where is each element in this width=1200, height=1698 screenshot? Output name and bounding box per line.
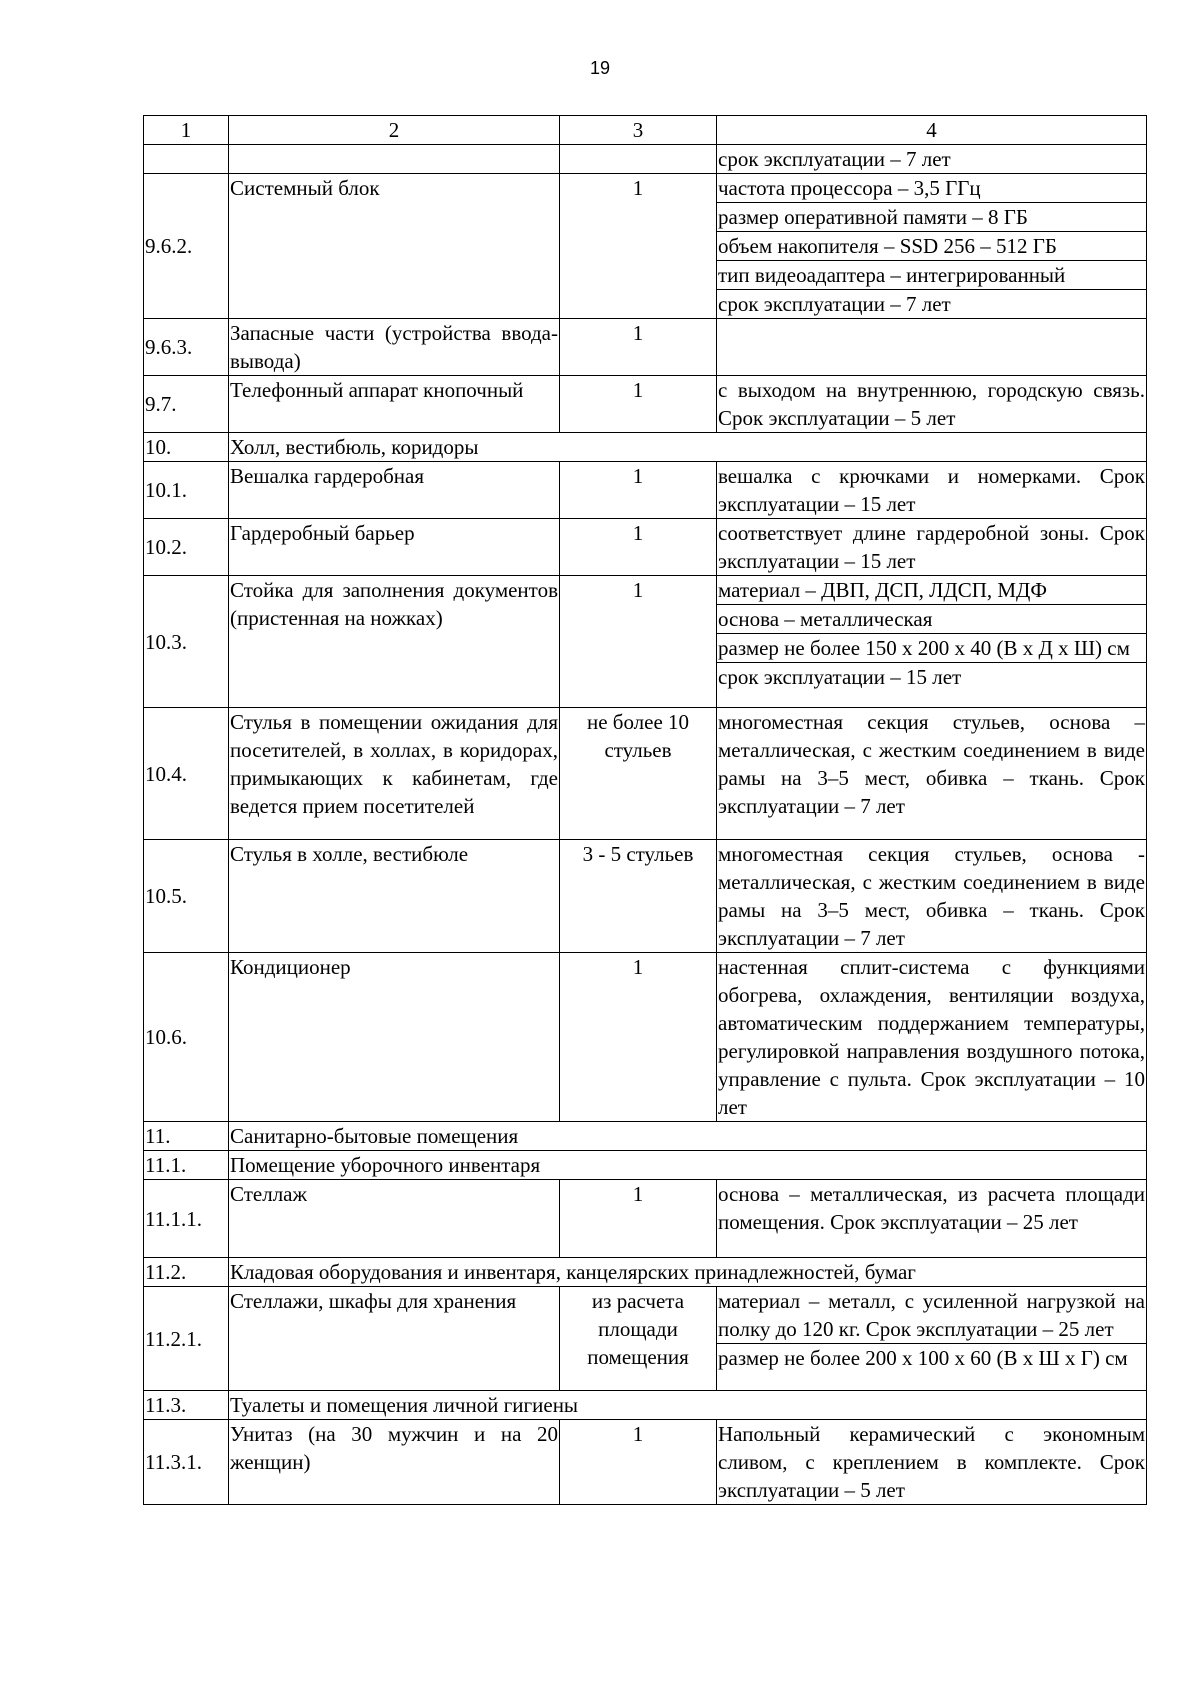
item-number: 11.3.1. bbox=[144, 1420, 229, 1505]
item-number: 11.3. bbox=[144, 1391, 229, 1420]
item-name: Системный блок bbox=[229, 174, 560, 319]
item-specs bbox=[717, 840, 1147, 953]
item-quantity: не более 10 стульев bbox=[560, 708, 717, 840]
item-name: Запасные части (устройства ввода-вывода) bbox=[229, 319, 560, 376]
item-number: 9.6.2. bbox=[144, 174, 229, 319]
header-cell: 1 bbox=[144, 116, 229, 145]
table-row bbox=[144, 376, 1147, 433]
item-number: 10.6. bbox=[144, 953, 229, 1122]
item-specs bbox=[717, 1420, 1147, 1505]
item-number: 11.2. bbox=[144, 1258, 229, 1287]
item-quantity: 1 bbox=[560, 174, 717, 319]
item-number: 10. bbox=[144, 433, 229, 462]
table-row bbox=[144, 576, 1147, 708]
section-row bbox=[144, 1151, 1147, 1180]
item-specs bbox=[717, 576, 1147, 708]
section-title: Туалеты и помещения личной гигиены bbox=[229, 1391, 1147, 1420]
spec-line bbox=[717, 319, 1146, 347]
spec-line: основа – металлическая, из расчета площади помещения. Срок эксплуатации – 25 лет bbox=[718, 1182, 1145, 1234]
spec-line: с выходом на внутреннюю, городскую связь. Срок эксплуатации – 5 лет bbox=[718, 378, 1145, 430]
table-row bbox=[144, 145, 1147, 174]
spec-line: тип видеоадаптера – интегрированный bbox=[717, 260, 1146, 289]
spec-line: объем накопителя – SSD 256 – 512 ГБ bbox=[717, 231, 1146, 260]
table-row bbox=[144, 462, 1147, 519]
item-number: 10.2. bbox=[144, 519, 229, 576]
section-row bbox=[144, 1122, 1147, 1151]
item-specs bbox=[717, 462, 1147, 519]
section-title: Помещение уборочного инвентаря bbox=[229, 1151, 1147, 1180]
spec-line: основа – металлическая bbox=[717, 604, 1146, 633]
item-name: Стулья в холле, вестибюле bbox=[229, 840, 560, 953]
item-name: Кондиционер bbox=[229, 953, 560, 1122]
section-row bbox=[144, 1258, 1147, 1287]
spec-line: срок эксплуатации – 15 лет bbox=[717, 662, 1146, 691]
table-row bbox=[144, 840, 1147, 953]
spec-line: Напольный керамический с экономным сливом, с креплением в комплекте. Срок эксплуатации – 5 лет bbox=[718, 1422, 1145, 1502]
spec-line: материал – металл, с усиленной нагрузкой на полку до 120 кг. Срок эксплуатации – 25 лет bbox=[718, 1289, 1145, 1341]
section-title: Кладовая оборудования и инвентаря, канцелярских принадлежностей, бумаг bbox=[229, 1258, 1147, 1287]
spec-line: материал – ДВП, ДСП, ЛДСП, МДФ bbox=[718, 578, 1047, 602]
item-number: 10.3. bbox=[144, 576, 229, 708]
section-row bbox=[144, 1391, 1147, 1420]
spec-line: многоместная секция стульев, основа - металлическая, с жестким соединением в виде рамы на 3–5 мест, обивка – ткань. Срок эксплуатации – 7 лет bbox=[718, 842, 1145, 950]
item-specs bbox=[717, 519, 1147, 576]
equipment-table bbox=[143, 115, 1147, 1505]
item-name: Стулья в помещении ожидания для посетителей, в холлах, в коридорах, примыкающих к кабинетам, где ведется прием посетителей bbox=[229, 708, 560, 840]
header-cell: 2 bbox=[229, 116, 560, 145]
table-row bbox=[144, 174, 1147, 319]
item-name: Гардеробный барьер bbox=[229, 519, 560, 576]
item-specs bbox=[717, 953, 1147, 1122]
item-specs bbox=[717, 708, 1147, 840]
table-header-row bbox=[144, 116, 1147, 145]
item-name: Стеллажи, шкафы для хранения bbox=[229, 1287, 560, 1391]
table-row bbox=[144, 953, 1147, 1122]
item-quantity: 1 bbox=[560, 319, 717, 376]
section-title: Санитарно-бытовые помещения bbox=[229, 1122, 1147, 1151]
item-number: 10.1. bbox=[144, 462, 229, 519]
spec-line: частота процессора – 3,5 ГГц bbox=[718, 176, 981, 200]
item-number: 9.7. bbox=[144, 376, 229, 433]
item-quantity: 1 bbox=[560, 953, 717, 1122]
spec-line: размер не более 200 х 100 х 60 (В х Ш х Г) см bbox=[717, 1343, 1146, 1372]
header-cell: 3 bbox=[560, 116, 717, 145]
item-number: 10.5. bbox=[144, 840, 229, 953]
header-cell: 4 bbox=[717, 116, 1147, 145]
item-number: 10.4. bbox=[144, 708, 229, 840]
spec-line: размер не более 150 х 200 х 40 (В х Д х Ш) см bbox=[717, 633, 1146, 662]
item-quantity: 3 - 5 стульев bbox=[560, 840, 717, 953]
item-name: Стеллаж bbox=[229, 1180, 560, 1258]
item-quantity: 1 bbox=[560, 1180, 717, 1258]
spec-line: срок эксплуатации – 7 лет bbox=[718, 147, 951, 171]
spec-line: соответствует длине гардеробной зоны. Срок эксплуатации – 15 лет bbox=[718, 521, 1145, 573]
item-number bbox=[144, 145, 229, 174]
table-row bbox=[144, 319, 1147, 376]
item-specs bbox=[717, 1287, 1147, 1391]
spec-line: размер оперативной памяти – 8 ГБ bbox=[717, 202, 1146, 231]
item-specs bbox=[717, 145, 1147, 174]
item-specs bbox=[717, 376, 1147, 433]
item-name: Унитаз (на 30 мужчин и на 20 женщин) bbox=[229, 1420, 560, 1505]
item-quantity: 1 bbox=[560, 376, 717, 433]
table-row bbox=[144, 1180, 1147, 1258]
item-number: 11.1. bbox=[144, 1151, 229, 1180]
section-row bbox=[144, 433, 1147, 462]
item-quantity: 1 bbox=[560, 576, 717, 708]
item-name: Стойка для заполнения документов (пристенная на ножках) bbox=[229, 576, 560, 708]
spec-line: вешалка с крючками и номерками. Срок эксплуатации – 15 лет bbox=[718, 464, 1145, 516]
item-quantity: 1 bbox=[560, 1420, 717, 1505]
section-title: Холл, вестибюль, коридоры bbox=[229, 433, 1147, 462]
spec-line: многоместная секция стульев, основа – металлическая, с жестким соединением в виде рамы на 3–5 мест, обивка – ткань. Срок эксплуатации – 7 лет bbox=[718, 710, 1145, 818]
item-quantity: 1 bbox=[560, 519, 717, 576]
item-specs bbox=[717, 1180, 1147, 1258]
item-name: Телефонный аппарат кнопочный bbox=[229, 376, 560, 433]
table-row bbox=[144, 708, 1147, 840]
item-name bbox=[229, 145, 560, 174]
item-quantity: из расчета площади помещения bbox=[560, 1287, 717, 1391]
item-number: 11.1.1. bbox=[144, 1180, 229, 1258]
item-number: 11.2.1. bbox=[144, 1287, 229, 1391]
spec-line: срок эксплуатации – 7 лет bbox=[717, 289, 1146, 318]
table-row bbox=[144, 1287, 1147, 1391]
item-quantity bbox=[560, 145, 717, 174]
item-specs bbox=[717, 174, 1147, 319]
spec-line: настенная сплит-система с функциями обогрева, охлаждения, вентиляции воздуха, автоматическим поддержанием температуры, регулировкой направления воздушного потока, управление с пульта. Срок эксплуатации – 10 лет bbox=[718, 955, 1145, 1119]
item-number: 11. bbox=[144, 1122, 229, 1151]
page-number: 19 bbox=[589, 58, 611, 78]
table-row bbox=[144, 1420, 1147, 1505]
item-specs bbox=[717, 319, 1147, 376]
item-name: Вешалка гардеробная bbox=[229, 462, 560, 519]
item-number: 9.6.3. bbox=[144, 319, 229, 376]
item-quantity: 1 bbox=[560, 462, 717, 519]
table-row bbox=[144, 519, 1147, 576]
